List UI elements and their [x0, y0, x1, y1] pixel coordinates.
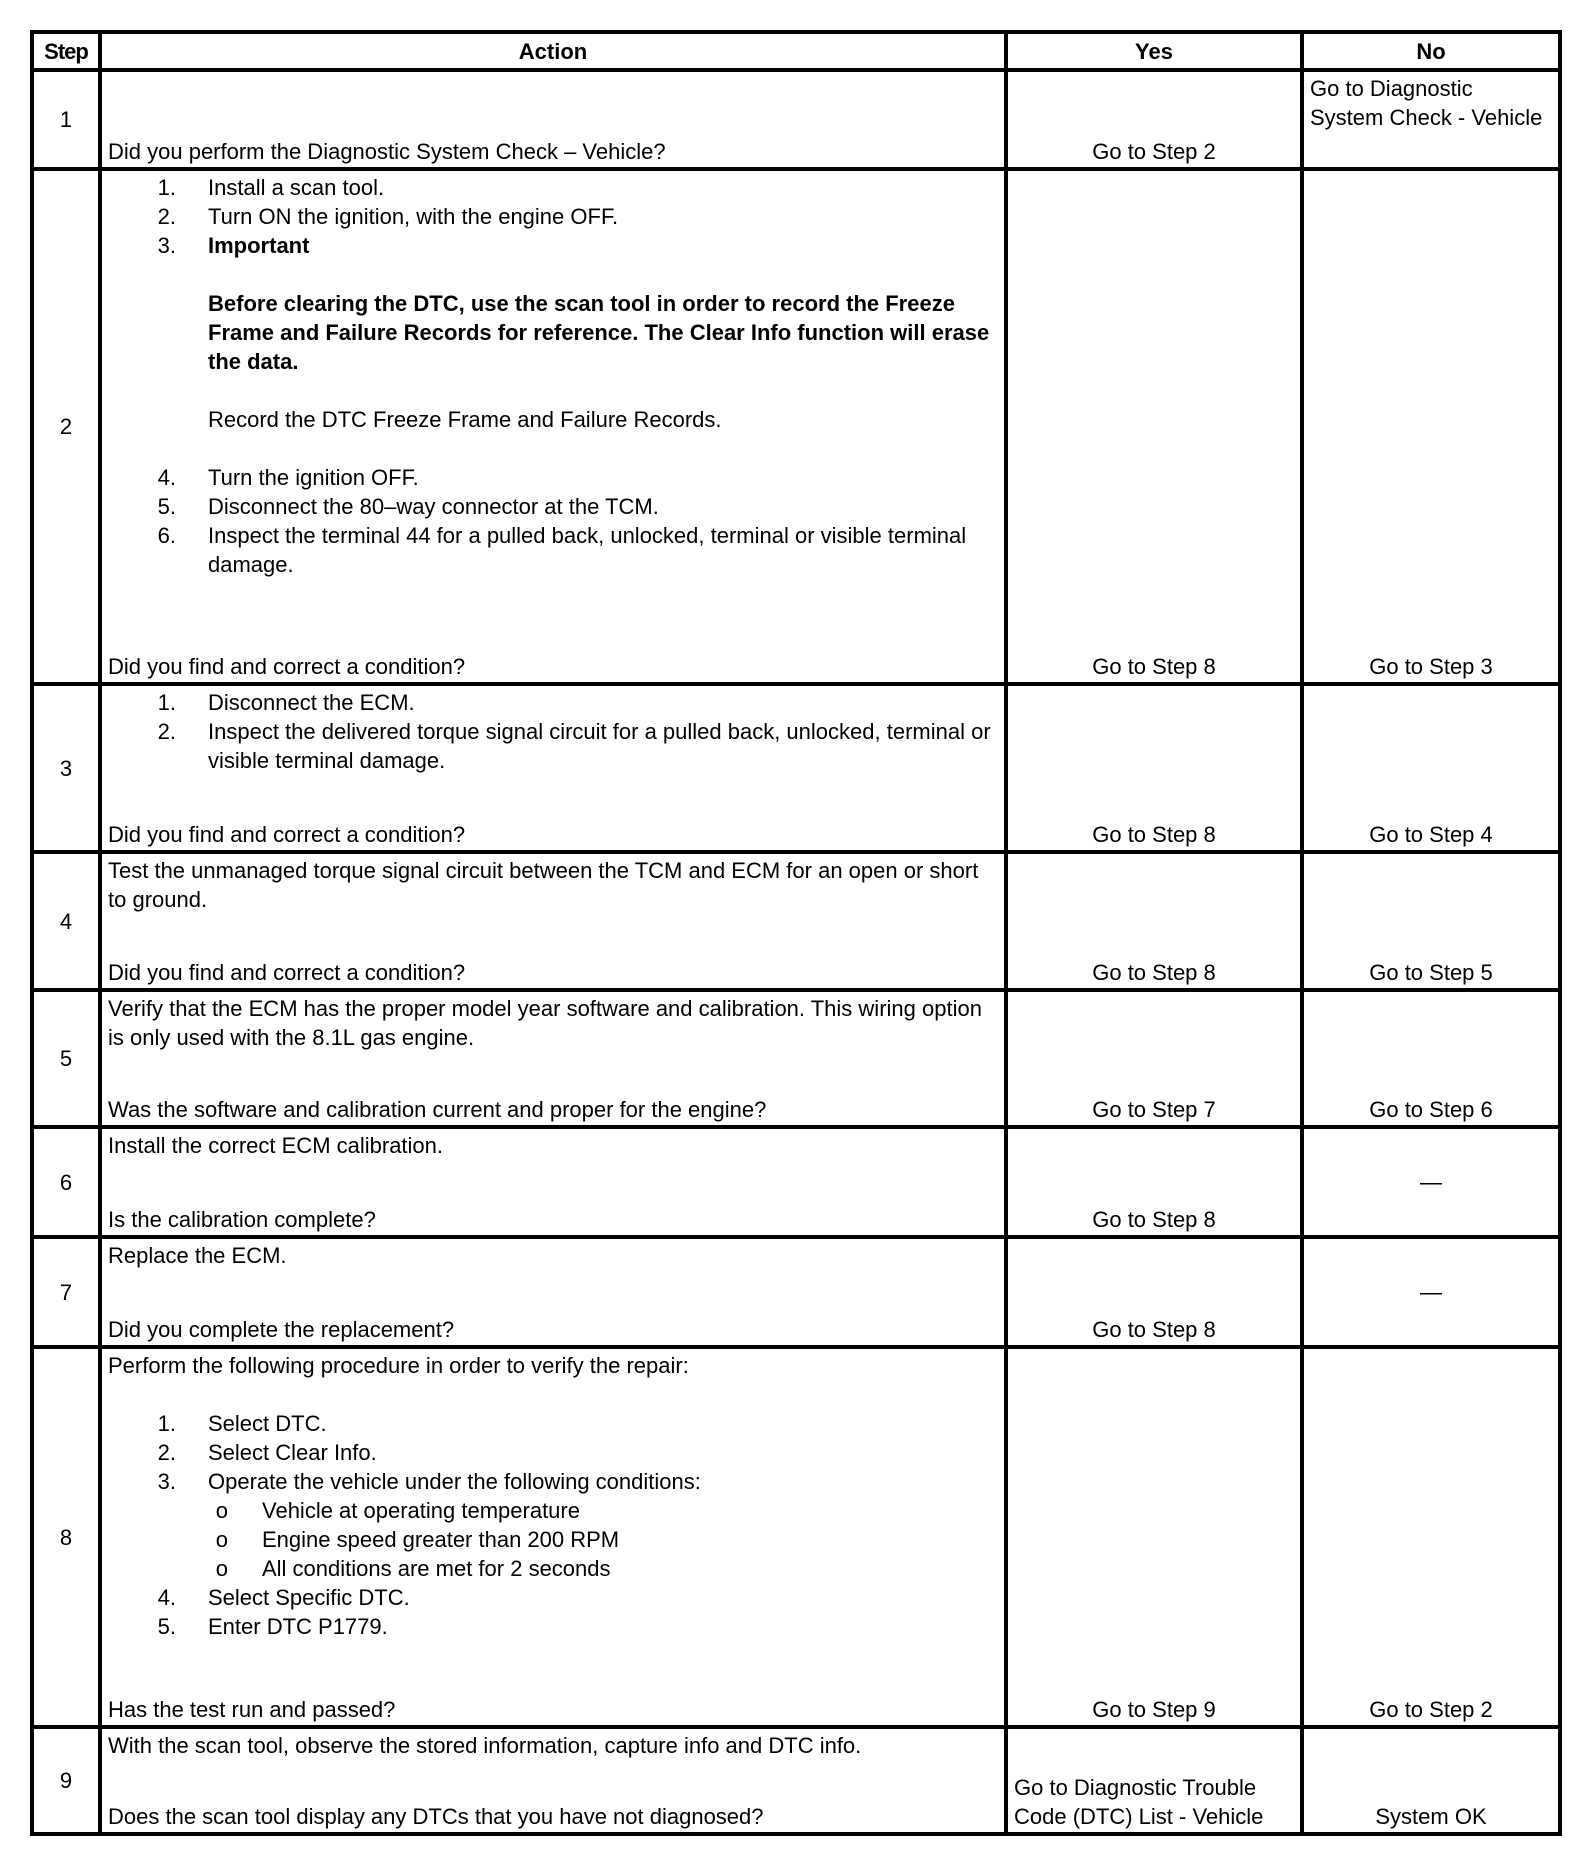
- yes-result-link: Go to Step 8: [1092, 654, 1216, 679]
- action-content: [108, 992, 998, 1052]
- step-number: 4: [32, 852, 100, 990]
- list-item: [108, 688, 998, 717]
- step-number: 3: [32, 684, 100, 852]
- table-row: [32, 1237, 1560, 1347]
- list-item-text: Enter DTC P1779.: [208, 1614, 388, 1639]
- no-cell: [1302, 684, 1560, 852]
- list-number: 1.: [157, 690, 176, 715]
- list-number: 2.: [157, 1440, 176, 1465]
- action-question: Was the software and calibration current and proper for the engine?: [108, 1097, 767, 1122]
- list-number: 3.: [157, 1469, 176, 1494]
- yes-cell: [1006, 1347, 1302, 1727]
- list-item-text: Turn the ignition OFF.: [208, 465, 419, 490]
- no-cell: [1302, 852, 1560, 990]
- no-cell: [1302, 1727, 1560, 1834]
- no-cell: [1302, 169, 1560, 684]
- list-item-row: [108, 202, 998, 231]
- yes-cell: [1006, 852, 1302, 990]
- step-number: 6: [32, 1127, 100, 1237]
- list-item: [108, 1409, 998, 1438]
- no-result-link: —: [1420, 1169, 1442, 1195]
- step-number: 8: [32, 1347, 100, 1727]
- list-number: 3.: [157, 233, 176, 258]
- action-content: [108, 1729, 998, 1760]
- list-item: [108, 231, 998, 260]
- list-item-row: [108, 688, 998, 717]
- list-item: [108, 1438, 998, 1467]
- list-item: [108, 202, 998, 231]
- list-item: [108, 1583, 998, 1612]
- list-item-row: [108, 173, 998, 202]
- table-row: [32, 684, 1560, 852]
- yes-cell: [1006, 1237, 1302, 1347]
- header-no: No: [1302, 32, 1560, 70]
- action-question: Did you find and correct a condition?: [108, 654, 466, 679]
- numbered-list: [108, 688, 998, 775]
- action-question: Is the calibration complete?: [108, 1207, 376, 1232]
- important-note: Before clearing the DTC, use the scan tool in order to record the Freeze Frame and Failure Records for reference. The Clear Info function will erase the data.: [208, 291, 990, 374]
- step-number: 5: [32, 990, 100, 1127]
- yes-cell: [1006, 169, 1302, 684]
- no-result-link: Go to Step 5: [1369, 960, 1493, 985]
- list-number: 1.: [157, 1411, 176, 1436]
- sub-list-item: [108, 1496, 998, 1525]
- list-number: 4.: [157, 465, 176, 490]
- yes-cell: [1006, 70, 1302, 169]
- list-number: 4.: [157, 1585, 176, 1610]
- step-number: 1: [32, 70, 100, 169]
- action-content: [108, 1129, 998, 1160]
- table-row: [32, 852, 1560, 990]
- list-item: [108, 717, 998, 775]
- list-number: 2.: [157, 204, 176, 229]
- no-result-link: Go to Step 4: [1369, 822, 1493, 847]
- step-number: 7: [32, 1237, 100, 1347]
- action-cell: [100, 1347, 1006, 1727]
- action-question: Did you find and correct a condition?: [108, 960, 466, 985]
- action-question: Did you find and correct a condition?: [108, 822, 466, 847]
- action-question: Did you perform the Diagnostic System Check – Vehicle?: [108, 139, 666, 164]
- no-result-link: Go to Diagnostic System Check - Vehicle: [1310, 76, 1543, 130]
- list-item: [108, 463, 998, 492]
- list-item-text: Inspect the terminal 44 for a pulled back, unlocked, terminal or visible terminal damage.: [208, 523, 967, 577]
- diagnostic-table: [30, 30, 1562, 1836]
- action-text: With the scan tool, observe the stored information, capture info and DTC info.: [108, 1733, 862, 1758]
- list-item-text: Select DTC.: [208, 1411, 327, 1436]
- yes-result-link: Go to Step 8: [1092, 1317, 1216, 1342]
- list-item-row: [108, 492, 998, 521]
- bullet-icon: o: [215, 1556, 228, 1581]
- list-item-row: [108, 1612, 998, 1641]
- table-row: [32, 70, 1560, 169]
- list-item: [108, 1467, 998, 1583]
- yes-result-link: Go to Step 7: [1092, 1097, 1216, 1122]
- action-question: Did you complete the replacement?: [108, 1317, 455, 1342]
- numbered-list: [108, 1409, 998, 1641]
- yes-cell: [1006, 1727, 1302, 1834]
- action-content: [108, 1239, 998, 1270]
- no-cell: [1302, 1347, 1560, 1727]
- no-cell: [1302, 70, 1560, 169]
- yes-result-link: Go to Step 2: [1092, 139, 1216, 164]
- list-item: [108, 492, 998, 521]
- list-item-text: Turn ON the ignition, with the engine OFF.: [208, 204, 619, 229]
- yes-result-link: Go to Step 9: [1092, 1697, 1216, 1722]
- action-cell: [100, 1727, 1006, 1834]
- yes-cell: [1006, 990, 1302, 1127]
- step-number: 9: [32, 1727, 100, 1834]
- action-cell: [100, 852, 1006, 990]
- list-item: [108, 1612, 998, 1641]
- no-result-link: Go to Step 3: [1369, 654, 1493, 679]
- list-item-row: [108, 1583, 998, 1612]
- action-cell: [100, 684, 1006, 852]
- header-action: Action: [100, 32, 1006, 70]
- no-cell: [1302, 1237, 1560, 1347]
- no-result-link: Go to Step 6: [1369, 1097, 1493, 1122]
- action-cell: [100, 1237, 1006, 1347]
- action-question: Has the test run and passed?: [108, 1697, 396, 1722]
- action-content: [108, 171, 998, 579]
- table-body: [32, 70, 1560, 1834]
- list-item-text: Select Clear Info.: [208, 1440, 377, 1465]
- sub-list-text: Engine speed greater than 200 RPM: [262, 1527, 620, 1552]
- sub-list-text: All conditions are met for 2 seconds: [262, 1556, 611, 1581]
- list-item-row: [108, 717, 998, 775]
- table-row: [32, 990, 1560, 1127]
- sub-list-item: [108, 1554, 998, 1583]
- no-cell: [1302, 990, 1560, 1127]
- action-cell: [100, 990, 1006, 1127]
- list-item-text: Install a scan tool.: [208, 175, 385, 200]
- list-item-row: [108, 231, 998, 260]
- action-content: [108, 686, 998, 775]
- list-item: [108, 173, 998, 202]
- yes-result-link: Go to Step 8: [1092, 960, 1216, 985]
- list-item-row: [108, 463, 998, 492]
- no-cell: [1302, 1127, 1560, 1237]
- header-yes: Yes: [1006, 32, 1302, 70]
- no-result-link: Go to Step 2: [1369, 1697, 1493, 1722]
- table-row: [32, 1727, 1560, 1834]
- step-number: 2: [32, 169, 100, 684]
- action-text: Perform the following procedure in order to verify the repair:: [108, 1353, 689, 1378]
- yes-cell: [1006, 1127, 1302, 1237]
- list-item-text: Important: [208, 233, 310, 258]
- header-row: [32, 32, 1560, 70]
- list-item-text: Inspect the delivered torque signal circuit for a pulled back, unlocked, terminal or visible terminal damage.: [208, 719, 991, 773]
- bullet-icon: o: [215, 1498, 228, 1523]
- table-row: [32, 1127, 1560, 1237]
- action-cell: [100, 169, 1006, 684]
- yes-result-link: Go to Step 8: [1092, 822, 1216, 847]
- list-item: [108, 521, 998, 579]
- sub-list-item: [108, 1525, 998, 1554]
- list-number: 1.: [157, 175, 176, 200]
- numbered-list: [108, 173, 998, 260]
- list-item-row: [108, 521, 998, 579]
- action-text: Install the correct ECM calibration.: [108, 1133, 444, 1158]
- yes-result-link: Go to Step 8: [1092, 1207, 1216, 1232]
- yes-result-link: Go to Diagnostic Trouble Code (DTC) List - Vehicle: [1014, 1775, 1264, 1829]
- table-row: [32, 1347, 1560, 1727]
- no-result-link: System OK: [1375, 1804, 1487, 1829]
- action-text: Verify that the ECM has the proper model year software and calibration. This wiring option is only used with the 8.1L gas engine.: [108, 996, 982, 1050]
- action-content: [108, 72, 998, 74]
- table-row: [32, 169, 1560, 684]
- no-result-link: —: [1420, 1279, 1442, 1305]
- list-number: 6.: [157, 523, 176, 548]
- numbered-list: [108, 463, 998, 579]
- action-text: Test the unmanaged torque signal circuit between the TCM and ECM for an open or short to ground.: [108, 858, 979, 912]
- action-question: Does the scan tool display any DTCs that you have not diagnosed?: [108, 1804, 764, 1829]
- sub-list-text: Vehicle at operating temperature: [262, 1498, 580, 1523]
- list-item-text: Disconnect the 80–way connector at the TCM.: [208, 494, 659, 519]
- bullet-icon: o: [215, 1527, 228, 1552]
- action-cell: [100, 1127, 1006, 1237]
- action-content: [108, 1349, 998, 1641]
- action-cell: [100, 70, 1006, 169]
- list-item-row: [108, 1438, 998, 1467]
- list-item-row: [108, 1409, 998, 1438]
- list-number: 5.: [157, 1614, 176, 1639]
- list-item-row: [108, 1467, 998, 1496]
- list-item-text: Disconnect the ECM.: [208, 690, 415, 715]
- list-item-text: Operate the vehicle under the following conditions:: [208, 1469, 701, 1494]
- action-text: Record the DTC Freeze Frame and Failure Records.: [208, 407, 722, 432]
- action-content: [108, 854, 998, 914]
- yes-cell: [1006, 684, 1302, 852]
- action-text: Replace the ECM.: [108, 1243, 287, 1268]
- list-number: 2.: [157, 719, 176, 744]
- list-item-text: Select Specific DTC.: [208, 1585, 410, 1610]
- list-number: 5.: [157, 494, 176, 519]
- header-step: Step: [32, 32, 100, 70]
